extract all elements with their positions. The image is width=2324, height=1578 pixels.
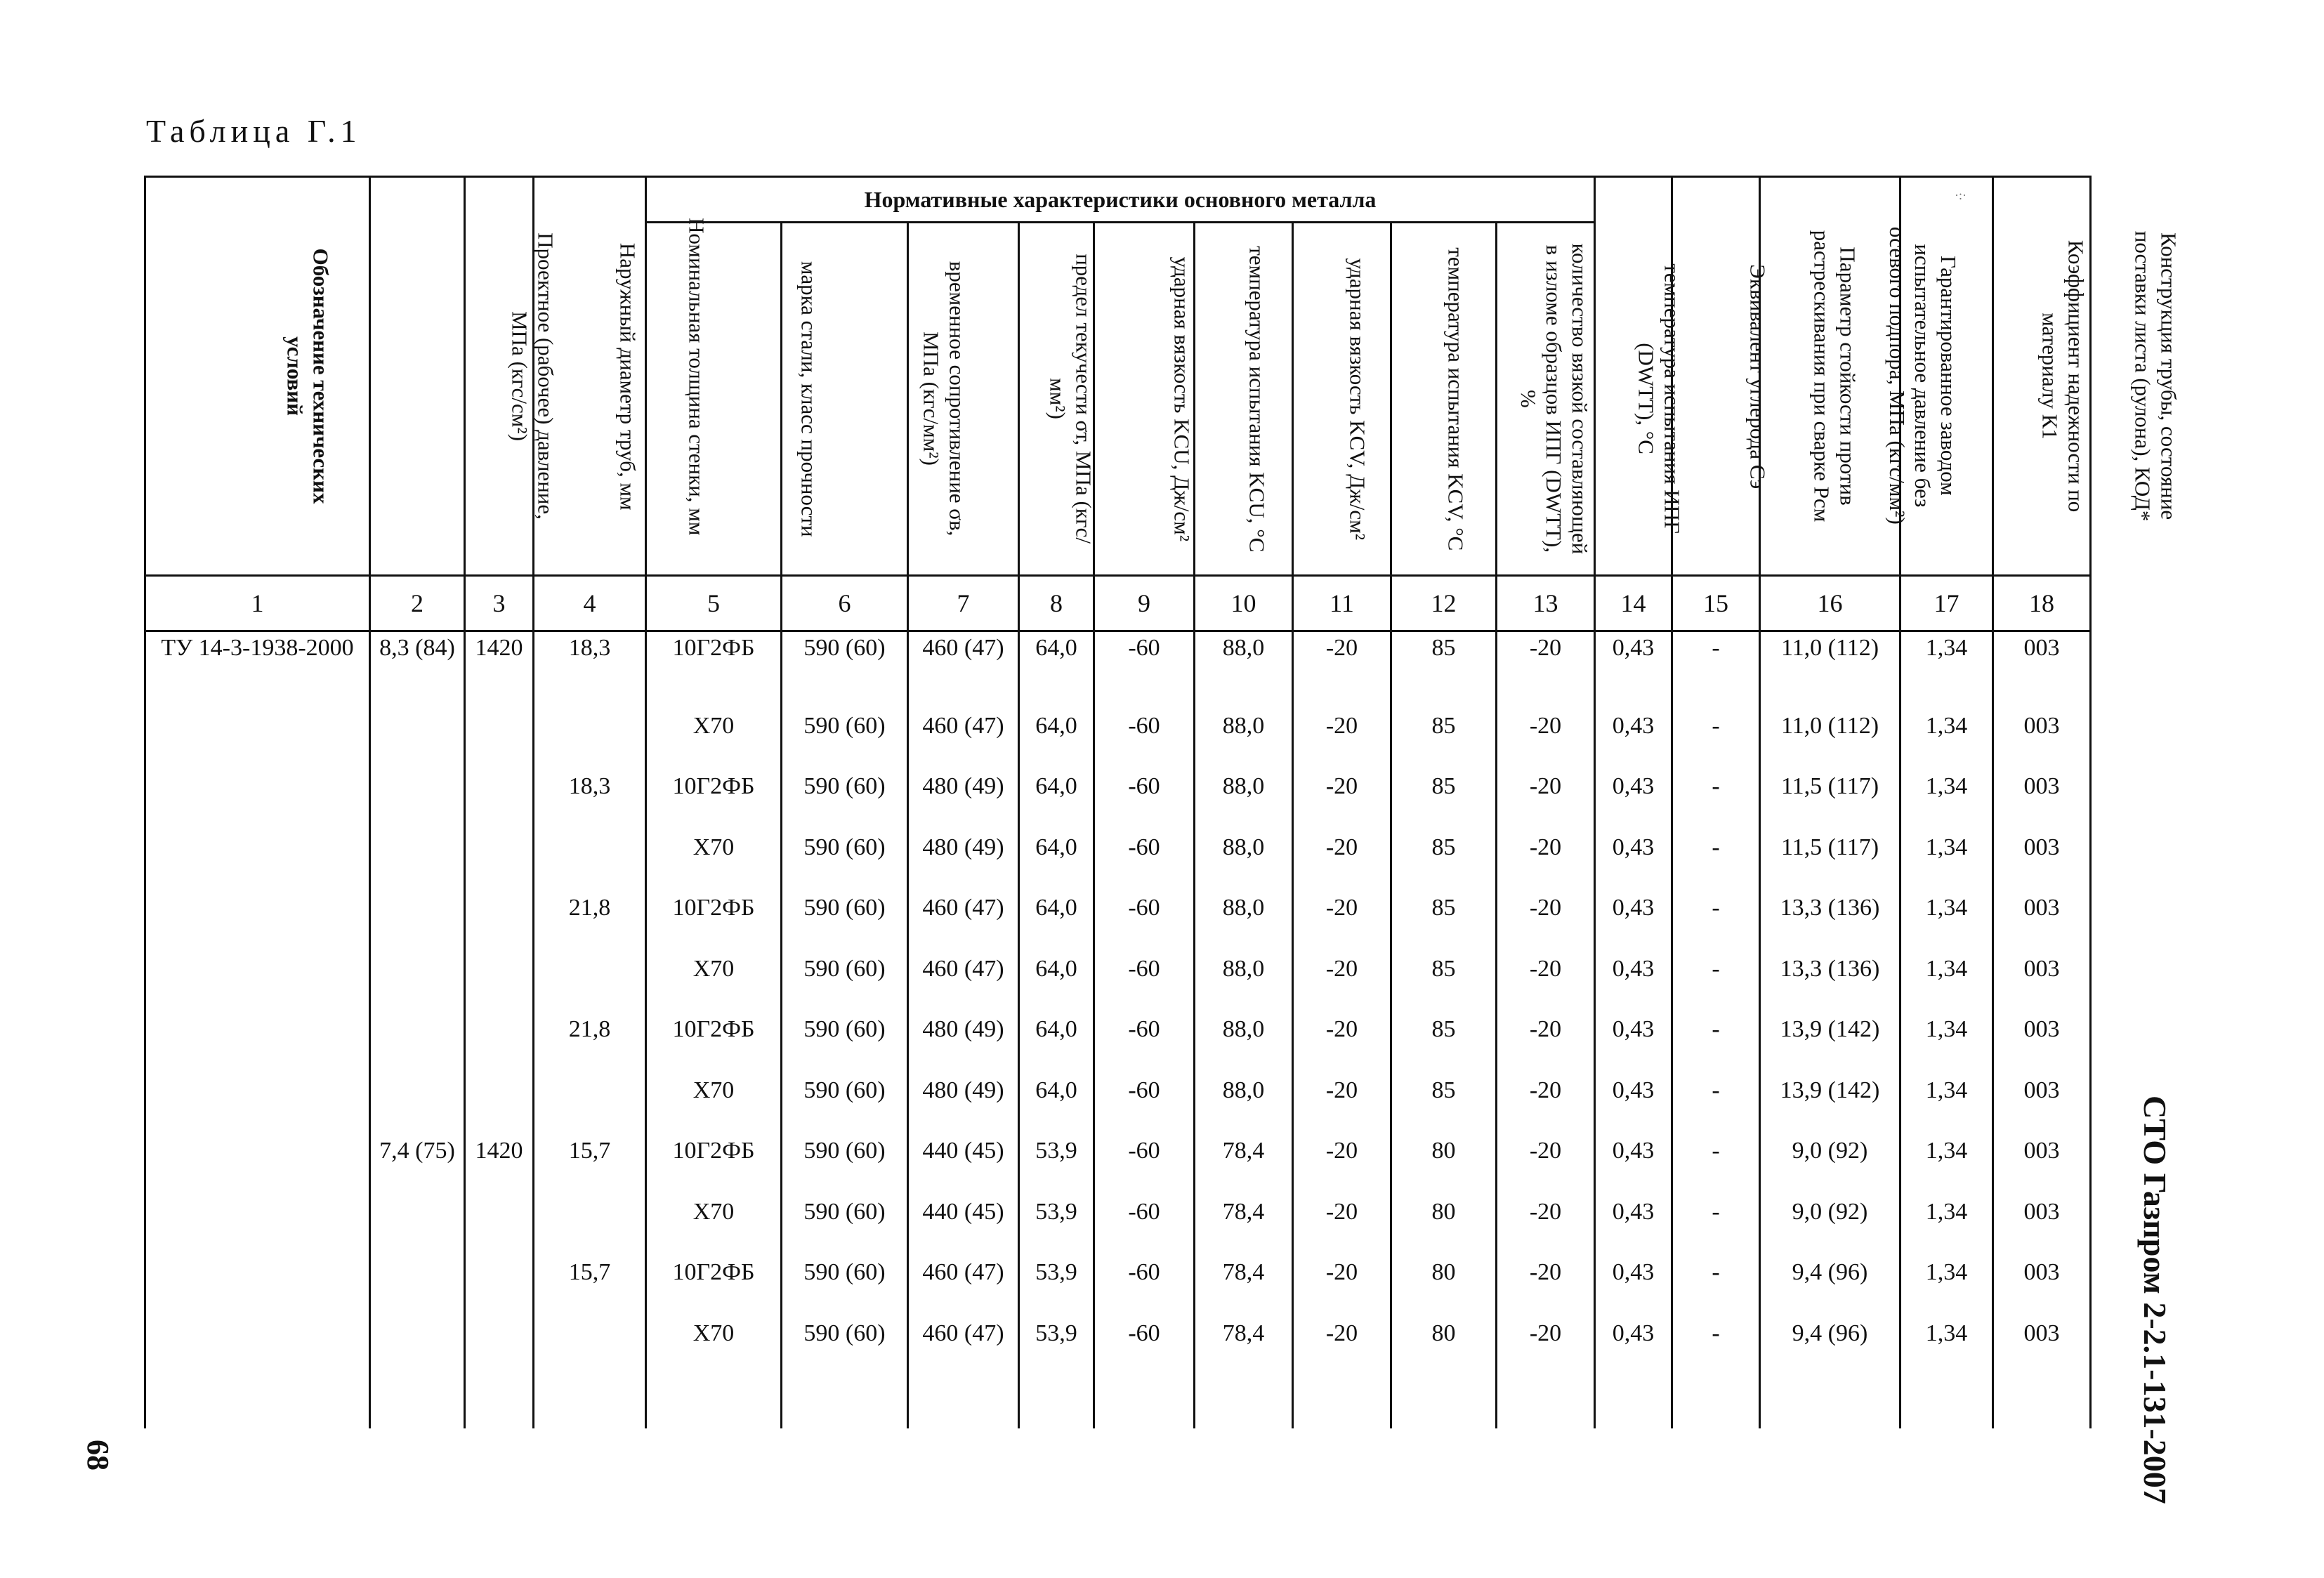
empty-cell bbox=[465, 1364, 534, 1428]
table-cell: 1,34 bbox=[1900, 696, 1993, 757]
header-col-9: температура испытания KCU, °С bbox=[1094, 223, 1195, 576]
table-cell: -20 bbox=[1497, 1242, 1595, 1303]
table-cell: 64,0 bbox=[1019, 939, 1094, 1000]
table-cell: 21,8 bbox=[534, 878, 646, 939]
table-cell: 85 bbox=[1391, 631, 1497, 696]
table-row bbox=[145, 631, 2091, 696]
table-cell: 85 bbox=[1391, 817, 1497, 879]
table-cell: -60 bbox=[1094, 1242, 1195, 1303]
table-cell: - bbox=[1672, 999, 1760, 1060]
table-cell bbox=[145, 1303, 370, 1365]
header-col-16: Гарантированное заводом испытательное давление без осевого подпора, МПа (кгс/мм²) bbox=[1760, 177, 1900, 576]
table-cell: 1,34 bbox=[1900, 999, 1993, 1060]
header-col-13: температура испытания ИПГ (DWTT), °С bbox=[1497, 223, 1595, 576]
table-row bbox=[145, 1242, 2091, 1303]
table-cell bbox=[465, 817, 534, 879]
empty-cell bbox=[1094, 1364, 1195, 1428]
table-cell: 590 (60) bbox=[782, 1182, 908, 1243]
empty-cell bbox=[145, 1364, 370, 1428]
table-cell: 64,0 bbox=[1019, 878, 1094, 939]
table-cell bbox=[465, 1060, 534, 1122]
table-cell: 003 bbox=[1993, 939, 2091, 1000]
header-col-18: Конструкция трубы, состояние поставки листа (рулона), КОД* bbox=[1993, 177, 2091, 576]
table-cell: 88,0 bbox=[1195, 878, 1293, 939]
empty-cell bbox=[1195, 1364, 1293, 1428]
table-cell: - bbox=[1672, 1242, 1760, 1303]
table-row bbox=[145, 756, 2091, 817]
table-cell: 85 bbox=[1391, 939, 1497, 1000]
table-cell: 64,0 bbox=[1019, 817, 1094, 879]
table-cell bbox=[465, 999, 534, 1060]
col-number: 5 bbox=[646, 576, 782, 631]
header-col-1: Обозначение технических условий bbox=[145, 177, 370, 576]
table-cell: 85 bbox=[1391, 878, 1497, 939]
header-col-4: Номинальная толщина стенки, мм bbox=[534, 177, 646, 576]
table-cell: 003 bbox=[1993, 1121, 2091, 1182]
table-row bbox=[145, 817, 2091, 879]
table-cell: -20 bbox=[1293, 999, 1391, 1060]
table-cell: -60 bbox=[1094, 696, 1195, 757]
table-cell: 0,43 bbox=[1595, 756, 1672, 817]
table-cell: 003 bbox=[1993, 878, 2091, 939]
table-cell bbox=[370, 1303, 465, 1365]
empty-cell bbox=[1595, 1364, 1672, 1428]
table-cell: 15,7 bbox=[534, 1242, 646, 1303]
table-cell: -60 bbox=[1094, 631, 1195, 696]
header-col-12: количество вязкой составляющей в изломе образцов ИПГ (DWTT), % bbox=[1391, 223, 1497, 576]
table-cell: 480 (49) bbox=[908, 756, 1019, 817]
table-cell: 78,4 bbox=[1195, 1121, 1293, 1182]
table-cell: 13,9 (142) bbox=[1760, 999, 1900, 1060]
empty-cell bbox=[1391, 1364, 1497, 1428]
table-cell: 590 (60) bbox=[782, 999, 908, 1060]
table-cell: 78,4 bbox=[1195, 1242, 1293, 1303]
table-cell bbox=[370, 1242, 465, 1303]
table-cell: 590 (60) bbox=[782, 939, 908, 1000]
table-cell: -20 bbox=[1293, 631, 1391, 696]
table-cell: 480 (49) bbox=[908, 1060, 1019, 1122]
table-cell: -60 bbox=[1094, 999, 1195, 1060]
table-cell: 85 bbox=[1391, 756, 1497, 817]
table-cell: 18,3 bbox=[534, 756, 646, 817]
table-cell: 13,3 (136) bbox=[1760, 939, 1900, 1000]
table-cell: 440 (45) bbox=[908, 1121, 1019, 1182]
table-cell bbox=[145, 1121, 370, 1182]
table-cell: 53,9 bbox=[1019, 1303, 1094, 1365]
table-cell bbox=[534, 1060, 646, 1122]
table-cell: 80 bbox=[1391, 1182, 1497, 1243]
table-cell: -20 bbox=[1497, 1303, 1595, 1365]
table-cell: -60 bbox=[1094, 1303, 1195, 1365]
table-cell: 64,0 bbox=[1019, 631, 1094, 696]
col-number: 12 bbox=[1391, 576, 1497, 631]
table-cell: -20 bbox=[1293, 1242, 1391, 1303]
table-cell: 0,43 bbox=[1595, 1242, 1672, 1303]
table-cell bbox=[145, 1060, 370, 1122]
col-number: 15 bbox=[1672, 576, 1760, 631]
table-cell: 64,0 bbox=[1019, 999, 1094, 1060]
table-cell bbox=[145, 756, 370, 817]
empty-cell bbox=[1019, 1364, 1094, 1428]
table-cell: 0,43 bbox=[1595, 631, 1672, 696]
table-cell bbox=[370, 939, 465, 1000]
table-cell: 0,43 bbox=[1595, 1303, 1672, 1365]
col-number: 14 bbox=[1595, 576, 1672, 631]
table-cell: 13,9 (142) bbox=[1760, 1060, 1900, 1122]
empty-cell bbox=[534, 1364, 646, 1428]
table-cell: 11,5 (117) bbox=[1760, 817, 1900, 879]
table-cell: 0,43 bbox=[1595, 1182, 1672, 1243]
table-cell: 11,0 (112) bbox=[1760, 696, 1900, 757]
table-cell: -20 bbox=[1293, 1303, 1391, 1365]
table-cell: 10Г2ФБ bbox=[646, 999, 782, 1060]
table-cell: 64,0 bbox=[1019, 756, 1094, 817]
table-body bbox=[145, 631, 2091, 1429]
table-cell: 480 (49) bbox=[908, 817, 1019, 879]
table-cell: 1,34 bbox=[1900, 1182, 1993, 1243]
table-cell: 80 bbox=[1391, 1303, 1497, 1365]
table-caption: Таблица Г.1 bbox=[146, 113, 362, 149]
table-cell: 590 (60) bbox=[782, 1121, 908, 1182]
table-cell: 1,34 bbox=[1900, 1303, 1993, 1365]
table-cell: 590 (60) bbox=[782, 631, 908, 696]
table-cell: -20 bbox=[1497, 1060, 1595, 1122]
col-number: 3 bbox=[465, 576, 534, 631]
table-cell: 590 (60) bbox=[782, 1303, 908, 1365]
table-cell bbox=[145, 1182, 370, 1243]
header-row-1 bbox=[145, 177, 2091, 223]
table-cell: - bbox=[1672, 1182, 1760, 1243]
header-col-14: Эквивалент углерода Сэ bbox=[1595, 177, 1672, 576]
table-cell: 1,34 bbox=[1900, 1060, 1993, 1122]
table-cell: 10Г2ФБ bbox=[646, 631, 782, 696]
table-cell: 18,3 bbox=[534, 631, 646, 696]
header-col-17: Коэффициент надежности по материалу К1 bbox=[1900, 177, 1993, 576]
page-number: 68 bbox=[81, 1440, 115, 1471]
table-cell: -20 bbox=[1293, 1182, 1391, 1243]
table-cell: 003 bbox=[1993, 1060, 2091, 1122]
table-cell: -60 bbox=[1094, 878, 1195, 939]
table-cell bbox=[465, 878, 534, 939]
table-row bbox=[145, 1303, 2091, 1365]
table-cell: 88,0 bbox=[1195, 696, 1293, 757]
table-cell bbox=[370, 1182, 465, 1243]
table-cell: 7,4 (75) bbox=[370, 1121, 465, 1182]
table-cell: - bbox=[1672, 939, 1760, 1000]
table-cell bbox=[465, 1182, 534, 1243]
table-cell: - bbox=[1672, 756, 1760, 817]
table-cell bbox=[370, 878, 465, 939]
table-cell: 80 bbox=[1391, 1242, 1497, 1303]
table-row bbox=[145, 1060, 2091, 1122]
table-cell: Х70 bbox=[646, 1060, 782, 1122]
table-cell: 11,5 (117) bbox=[1760, 756, 1900, 817]
table-cell: 460 (47) bbox=[908, 1242, 1019, 1303]
empty-cell bbox=[1900, 1364, 1993, 1428]
table-cell: 8,3 (84) bbox=[370, 631, 465, 696]
table-cell: 53,9 bbox=[1019, 1182, 1094, 1243]
header-col-5: марка стали, класс прочности bbox=[646, 223, 782, 576]
table-cell: 1420 bbox=[465, 631, 534, 696]
empty-cell bbox=[1760, 1364, 1900, 1428]
col-number: 8 bbox=[1019, 576, 1094, 631]
table-cell: 003 bbox=[1993, 1303, 2091, 1365]
table-cell: - bbox=[1672, 696, 1760, 757]
table-cell: 0,43 bbox=[1595, 999, 1672, 1060]
table-cell: - bbox=[1672, 1303, 1760, 1365]
empty-cell bbox=[1293, 1364, 1391, 1428]
col-number: 9 bbox=[1094, 576, 1195, 631]
table-cell: - bbox=[1672, 817, 1760, 879]
empty-cell bbox=[1672, 1364, 1760, 1428]
table-cell: Х70 bbox=[646, 1182, 782, 1243]
col-number: 18 bbox=[1993, 576, 2091, 631]
empty-cell bbox=[646, 1364, 782, 1428]
table-cell: 10Г2ФБ bbox=[646, 1242, 782, 1303]
table-cell: 64,0 bbox=[1019, 696, 1094, 757]
table-cell: -60 bbox=[1094, 1121, 1195, 1182]
table-cell: -20 bbox=[1293, 878, 1391, 939]
header-col-3: Наружный диаметр труб, мм bbox=[465, 177, 534, 576]
table-cell bbox=[534, 817, 646, 879]
table-row bbox=[145, 878, 2091, 939]
table-cell: 590 (60) bbox=[782, 756, 908, 817]
table-cell bbox=[534, 1303, 646, 1365]
table-cell: ТУ 14-3-1938-2000 bbox=[145, 631, 370, 696]
table-cell: 21,8 bbox=[534, 999, 646, 1060]
table-cell: 590 (60) bbox=[782, 817, 908, 879]
table-cell: 1,34 bbox=[1900, 756, 1993, 817]
header-col-10: ударная вязкость KCV, Дж/см² bbox=[1195, 223, 1293, 576]
empty-cell bbox=[1993, 1364, 2091, 1428]
table-cell: 85 bbox=[1391, 696, 1497, 757]
col-number: 16 bbox=[1760, 576, 1900, 631]
table-cell: 0,43 bbox=[1595, 696, 1672, 757]
table-cell bbox=[370, 817, 465, 879]
col-number: 13 bbox=[1497, 576, 1595, 631]
table-cell: 1,34 bbox=[1900, 817, 1993, 879]
table-cell: 15,7 bbox=[534, 1121, 646, 1182]
table-cell bbox=[145, 878, 370, 939]
table-cell: 9,4 (96) bbox=[1760, 1242, 1900, 1303]
table-cell bbox=[145, 817, 370, 879]
table-cell: -60 bbox=[1094, 756, 1195, 817]
table-cell: 003 bbox=[1993, 999, 2091, 1060]
table-cell: 9,0 (92) bbox=[1760, 1121, 1900, 1182]
table-cell: 590 (60) bbox=[782, 878, 908, 939]
table-cell: - bbox=[1672, 1121, 1760, 1182]
table-cell bbox=[145, 999, 370, 1060]
table-cell: 88,0 bbox=[1195, 1060, 1293, 1122]
table-cell: -20 bbox=[1293, 696, 1391, 757]
table-cell: 0,43 bbox=[1595, 939, 1672, 1000]
table-cell: 1,34 bbox=[1900, 1242, 1993, 1303]
table-cell: -20 bbox=[1293, 817, 1391, 879]
table-cell: - bbox=[1672, 1060, 1760, 1122]
table-cell: 460 (47) bbox=[908, 696, 1019, 757]
table-cell: -20 bbox=[1293, 1060, 1391, 1122]
table-cell: - bbox=[1672, 631, 1760, 696]
table-cell: 003 bbox=[1993, 696, 2091, 757]
table-cell: -60 bbox=[1094, 817, 1195, 879]
group-header: Нормативные характеристики основного металла bbox=[646, 177, 1595, 223]
table-cell bbox=[534, 1182, 646, 1243]
col-number: 1 bbox=[145, 576, 370, 631]
table-cell bbox=[370, 1060, 465, 1122]
table-cell: 13,3 (136) bbox=[1760, 878, 1900, 939]
table-filler-row bbox=[145, 1364, 2091, 1428]
table-cell: -60 bbox=[1094, 1182, 1195, 1243]
col-number: 10 bbox=[1195, 576, 1293, 631]
table-cell: 88,0 bbox=[1195, 817, 1293, 879]
table-cell: -20 bbox=[1497, 1182, 1595, 1243]
table-cell: 1420 bbox=[465, 1121, 534, 1182]
col-number: 6 bbox=[782, 576, 908, 631]
table-cell: -60 bbox=[1094, 939, 1195, 1000]
table-cell: -20 bbox=[1293, 1121, 1391, 1182]
table-cell: 88,0 bbox=[1195, 756, 1293, 817]
table-row bbox=[145, 999, 2091, 1060]
table-cell: -20 bbox=[1497, 878, 1595, 939]
table-cell: 460 (47) bbox=[908, 939, 1019, 1000]
table-row bbox=[145, 939, 2091, 1000]
col-number: 11 bbox=[1293, 576, 1391, 631]
header-col-2: Проектное (рабочее) давление, МПа (кгс/см²) bbox=[370, 177, 465, 576]
col-number: 7 bbox=[908, 576, 1019, 631]
document-code: СТО Газпром 2-2.1-131-2007 bbox=[2137, 1096, 2173, 1504]
table-cell: 460 (47) bbox=[908, 631, 1019, 696]
empty-cell bbox=[908, 1364, 1019, 1428]
table-cell: - bbox=[1672, 878, 1760, 939]
scan-mark: ·:· bbox=[1955, 188, 1967, 202]
table-cell: 88,0 bbox=[1195, 631, 1293, 696]
col-number: 17 bbox=[1900, 576, 1993, 631]
table-cell: 9,0 (92) bbox=[1760, 1182, 1900, 1243]
col-number: 4 bbox=[534, 576, 646, 631]
empty-cell bbox=[1497, 1364, 1595, 1428]
table-cell: 53,9 bbox=[1019, 1121, 1094, 1182]
table-cell: -20 bbox=[1497, 1121, 1595, 1182]
table-cell: 480 (49) bbox=[908, 999, 1019, 1060]
table-cell: 88,0 bbox=[1195, 939, 1293, 1000]
table-cell: 440 (45) bbox=[908, 1182, 1019, 1243]
table-cell: 1,34 bbox=[1900, 1121, 1993, 1182]
table-cell: Х70 bbox=[646, 696, 782, 757]
table-cell: 1,34 bbox=[1900, 878, 1993, 939]
table-cell: 85 bbox=[1391, 1060, 1497, 1122]
table-cell bbox=[465, 1242, 534, 1303]
table-cell: 1,34 bbox=[1900, 631, 1993, 696]
table-cell: -20 bbox=[1497, 631, 1595, 696]
table-cell bbox=[534, 939, 646, 1000]
table-cell: 53,9 bbox=[1019, 1242, 1094, 1303]
table-cell bbox=[370, 999, 465, 1060]
table-cell: -20 bbox=[1497, 939, 1595, 1000]
column-number-row bbox=[145, 576, 2091, 631]
table-cell bbox=[370, 696, 465, 757]
table-row bbox=[145, 1121, 2091, 1182]
header-col-15: Параметр стойкости против растрескивания при сварке Рсм bbox=[1672, 177, 1760, 576]
header-col-6: временное сопротивление σв, МПа (кгс/мм²) bbox=[782, 223, 908, 576]
empty-cell bbox=[370, 1364, 465, 1428]
table-cell bbox=[534, 696, 646, 757]
table-cell: 80 bbox=[1391, 1121, 1497, 1182]
header-col-11: температура испытания KCV, °С bbox=[1293, 223, 1391, 576]
table-cell: -20 bbox=[1293, 939, 1391, 1000]
table-cell bbox=[465, 1303, 534, 1365]
table-cell: 003 bbox=[1993, 631, 2091, 696]
table-cell: 1,34 bbox=[1900, 939, 1993, 1000]
col-number: 2 bbox=[370, 576, 465, 631]
table-row bbox=[145, 696, 2091, 757]
header-col-8: ударная вязкость KCU, Дж/см² bbox=[1019, 223, 1094, 576]
table-cell: 9,4 (96) bbox=[1760, 1303, 1900, 1365]
empty-cell bbox=[782, 1364, 908, 1428]
table-cell bbox=[465, 696, 534, 757]
table-cell bbox=[465, 756, 534, 817]
table-cell: 590 (60) bbox=[782, 1060, 908, 1122]
table-cell: 003 bbox=[1993, 1182, 2091, 1243]
table-cell: 0,43 bbox=[1595, 817, 1672, 879]
table-cell: 10Г2ФБ bbox=[646, 756, 782, 817]
table-cell: 0,43 bbox=[1595, 1121, 1672, 1182]
table-cell: 78,4 bbox=[1195, 1182, 1293, 1243]
table-cell: 460 (47) bbox=[908, 1303, 1019, 1365]
table-cell: 10Г2ФБ bbox=[646, 878, 782, 939]
table-cell: 590 (60) bbox=[782, 1242, 908, 1303]
table-cell: -60 bbox=[1094, 1060, 1195, 1122]
table-cell: 85 bbox=[1391, 999, 1497, 1060]
table-cell: 460 (47) bbox=[908, 878, 1019, 939]
table-cell: 10Г2ФБ bbox=[646, 1121, 782, 1182]
table-cell: Х70 bbox=[646, 939, 782, 1000]
table-cell: 003 bbox=[1993, 756, 2091, 817]
table-cell: -20 bbox=[1497, 696, 1595, 757]
header-col-7: предел текучести σт, МПа (кгс/мм²) bbox=[908, 223, 1019, 576]
table-cell: -20 bbox=[1293, 756, 1391, 817]
table-cell: 590 (60) bbox=[782, 696, 908, 757]
table-cell: 11,0 (112) bbox=[1760, 631, 1900, 696]
table-cell: -20 bbox=[1497, 999, 1595, 1060]
table-cell: Х70 bbox=[646, 817, 782, 879]
table-cell: -20 bbox=[1497, 756, 1595, 817]
table-cell: 003 bbox=[1993, 817, 2091, 879]
table-cell bbox=[145, 1242, 370, 1303]
table-row bbox=[145, 1182, 2091, 1243]
table-cell bbox=[145, 939, 370, 1000]
table-cell: -20 bbox=[1497, 817, 1595, 879]
table-cell: 78,4 bbox=[1195, 1303, 1293, 1365]
table-cell: 88,0 bbox=[1195, 999, 1293, 1060]
table-cell bbox=[145, 696, 370, 757]
table-cell bbox=[370, 756, 465, 817]
table-cell: 003 bbox=[1993, 1242, 2091, 1303]
table-cell: 0,43 bbox=[1595, 878, 1672, 939]
table-cell: 64,0 bbox=[1019, 1060, 1094, 1122]
table-cell bbox=[465, 939, 534, 1000]
table-cell: 0,43 bbox=[1595, 1060, 1672, 1122]
table-cell: Х70 bbox=[646, 1303, 782, 1365]
